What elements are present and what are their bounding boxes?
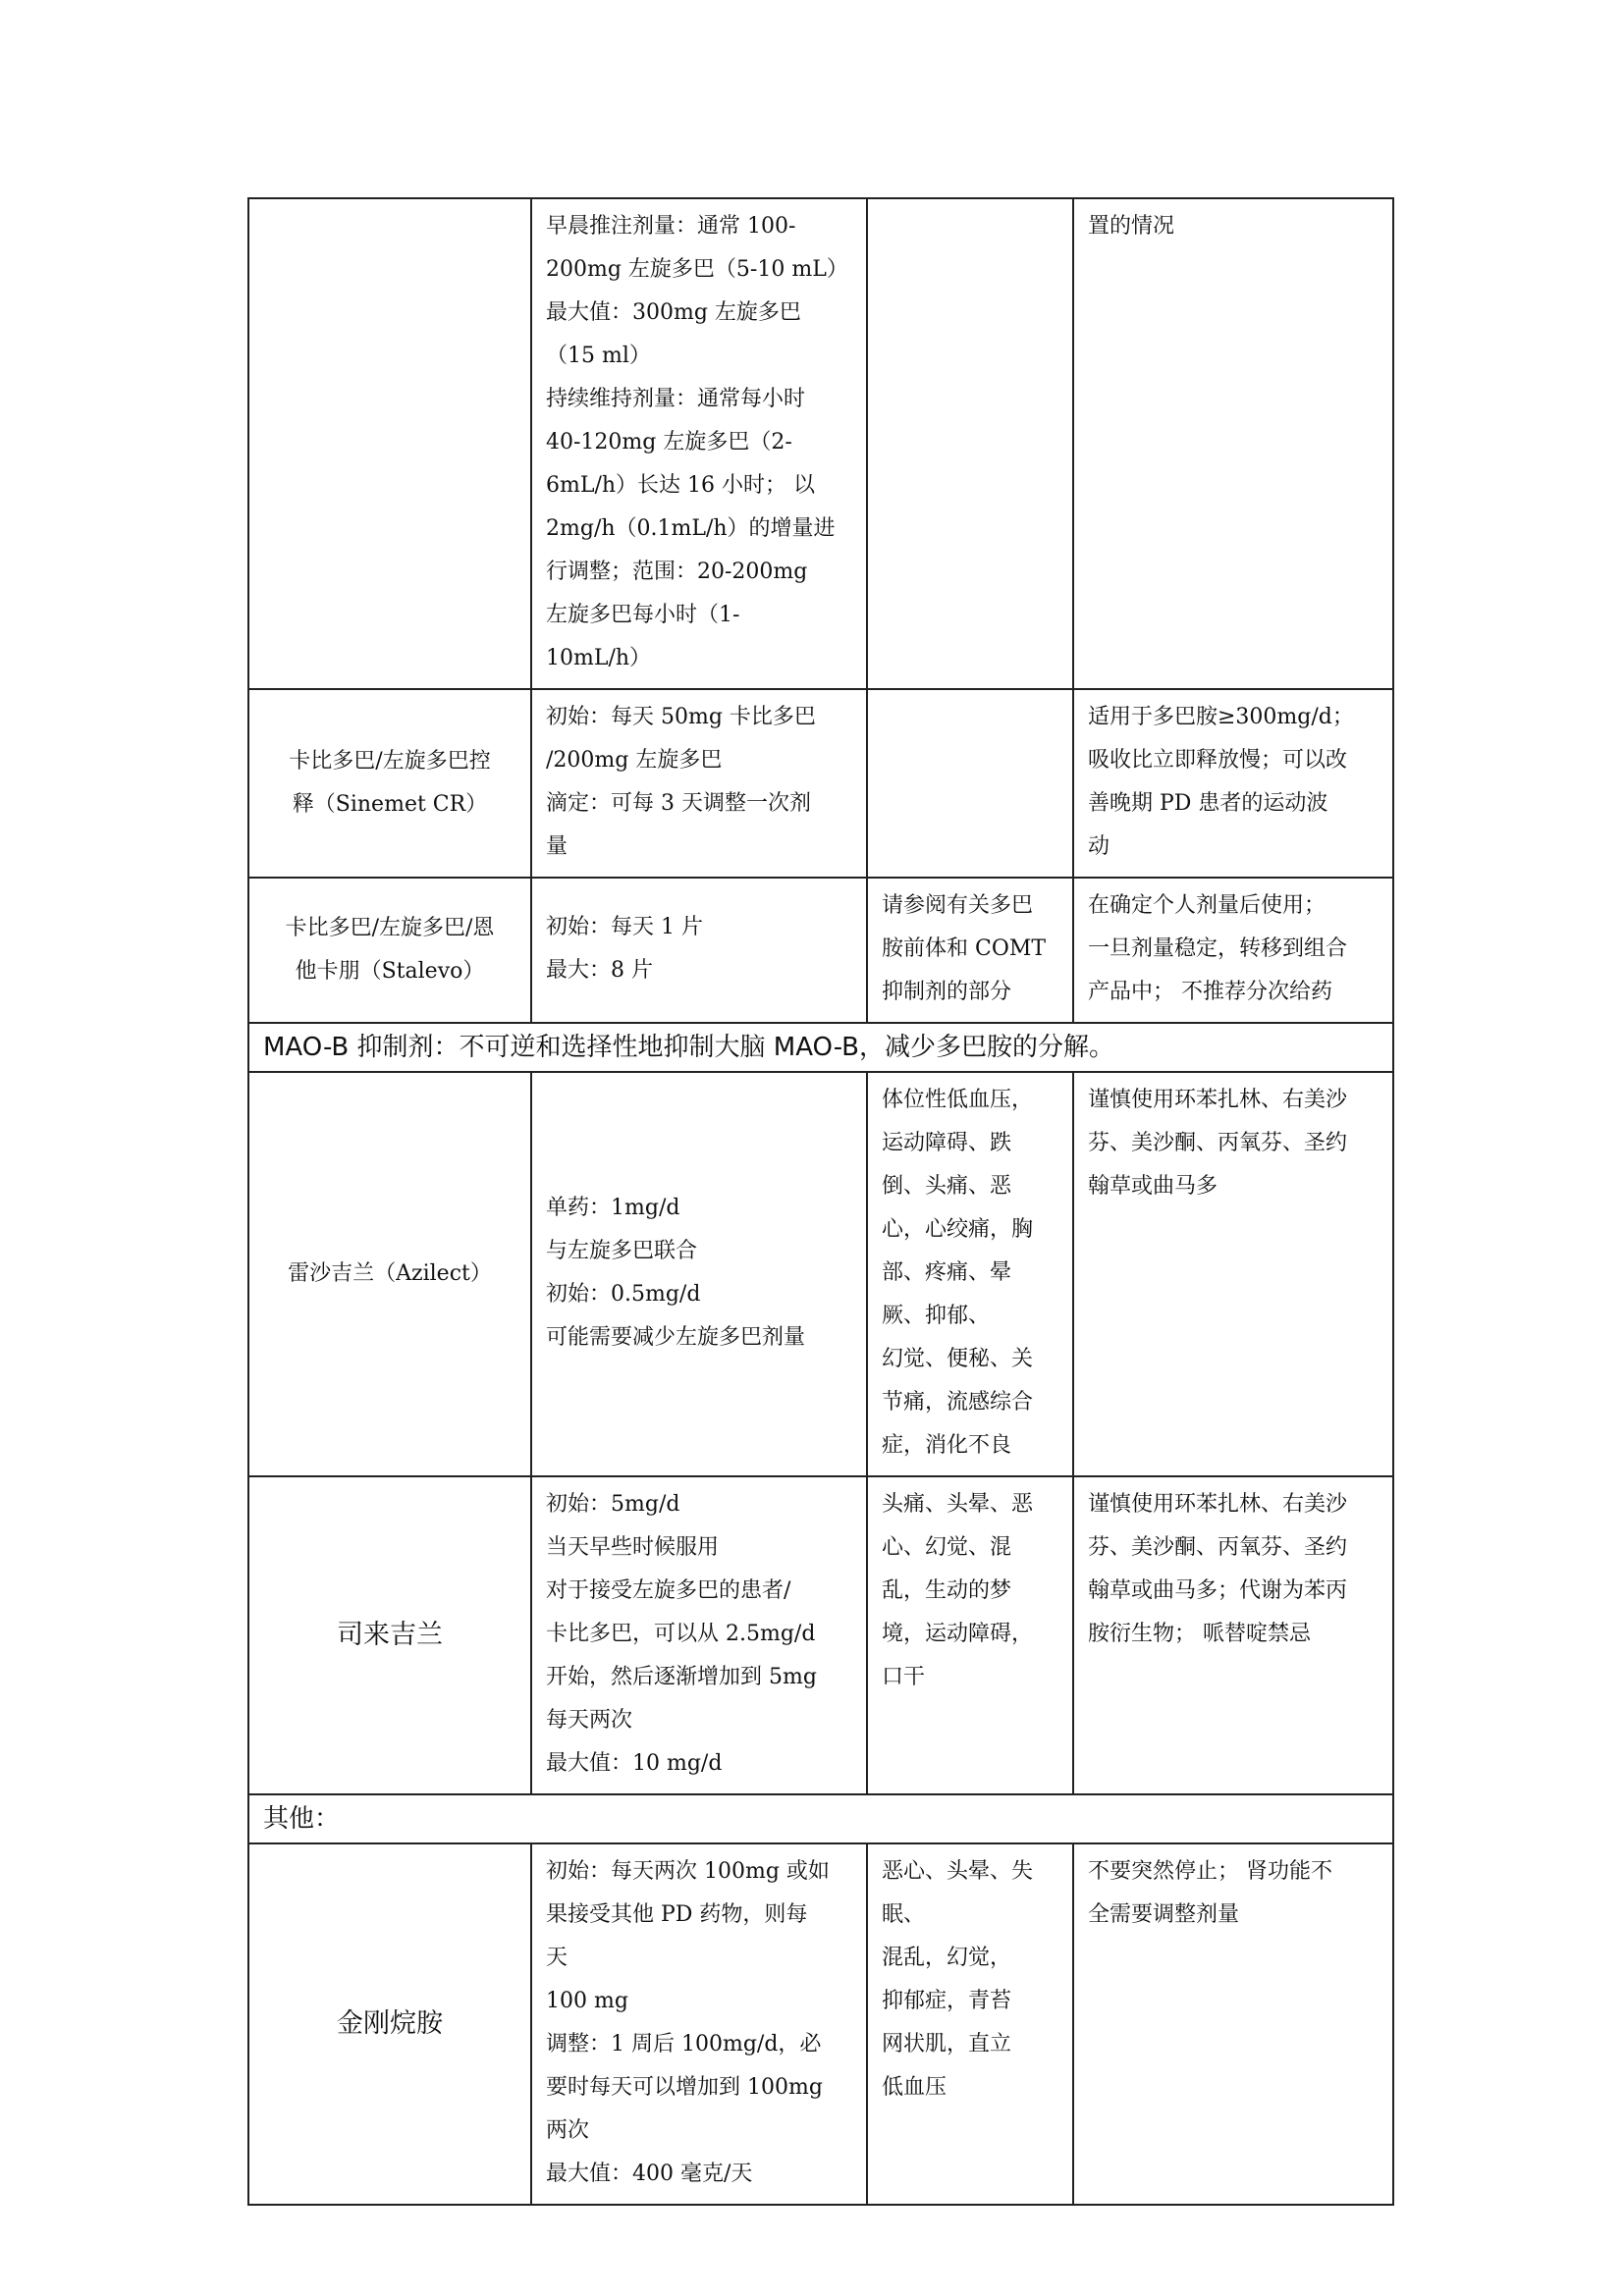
dosage-line: 可能需要减少左旋多巴剂量 xyxy=(546,1325,806,1350)
notes-cell xyxy=(1073,1476,1393,1794)
table-row xyxy=(248,198,1393,689)
dosage-line: 卡比多巴，可以从 2.5mg/d xyxy=(546,1622,816,1646)
table-row xyxy=(248,1843,1393,2205)
dosage-line: 调整：1 周后 100mg/d，必 xyxy=(546,2032,822,2056)
dosage-cell xyxy=(531,1843,867,2205)
dosage-line: /200mg 左旋多巴 xyxy=(546,748,723,773)
dosage-line: 100 mg xyxy=(546,1989,628,2013)
notes-line: 谨慎使用环苯扎林、右美沙 xyxy=(1088,1088,1348,1112)
dosage-cell xyxy=(531,1072,867,1476)
notes-line: 动 xyxy=(1088,834,1110,859)
dosage-line: 行调整；范围：20-200mg xyxy=(546,560,808,584)
dosage-line: 6mL/h）长达 16 小时； 以 xyxy=(546,473,816,498)
drug-name-cell xyxy=(248,1072,531,1476)
dosage-line: 早晨推注剂量：通常 100- xyxy=(546,214,796,239)
dosage-line: 初始：每天 1 片 xyxy=(546,915,703,939)
notes-cell xyxy=(1073,878,1393,1023)
dosage-line: 滴定：可每 3 天调整一次剂 xyxy=(546,791,811,816)
dosage-line: 初始：5mg/d xyxy=(546,1492,680,1517)
section-row xyxy=(248,1794,1393,1843)
dosage-cell xyxy=(531,198,867,689)
side-effect-line: 口干 xyxy=(882,1665,926,1689)
dosage-line: 对于接受左旋多巴的患者/ xyxy=(546,1578,791,1603)
dosage-line: 40-120mg 左旋多巴（2- xyxy=(546,430,792,454)
notes-cell xyxy=(1073,1072,1393,1476)
drug-name-cell xyxy=(248,878,531,1023)
dosage-line: 最大值：300mg 左旋多巴 xyxy=(546,300,801,325)
side-effects-cell xyxy=(867,878,1073,1023)
side-effect-line: 体位性低血压， xyxy=(882,1088,1034,1112)
notes-line: 善晚期 PD 患者的运动波 xyxy=(1088,791,1328,816)
dosage-line: 10mL/h） xyxy=(546,646,652,670)
notes-line: 不要突然停止； 肾功能不 xyxy=(1088,1859,1332,1884)
notes-line: 置的情况 xyxy=(1088,214,1175,239)
dosage-cell xyxy=(531,1476,867,1794)
dosage-line: 两次 xyxy=(546,2118,590,2143)
dosage-cell xyxy=(531,689,867,878)
notes-line: 翰草或曲马多；代谢为苯丙 xyxy=(1088,1578,1348,1603)
dosage-line: 每天两次 xyxy=(546,1708,633,1733)
dosage-line: 天 xyxy=(546,1946,568,1970)
drug-table xyxy=(247,197,1394,2206)
drug-name-line: 司来吉兰 xyxy=(337,1620,443,1650)
side-effects-cell xyxy=(867,1843,1073,2205)
dosage-line: 200mg 左旋多巴（5-10 mL） xyxy=(546,257,848,282)
drug-name-cell xyxy=(248,1843,531,2205)
drug-name-line: 雷沙吉兰（Azilect） xyxy=(288,1261,492,1286)
notes-line: 翰草或曲马多 xyxy=(1088,1174,1218,1199)
notes-cell xyxy=(1073,1843,1393,2205)
dosage-line: 量 xyxy=(546,834,568,859)
table-row xyxy=(248,1072,1393,1476)
side-effect-line: 节痛，流感综合 xyxy=(882,1390,1034,1415)
notes-line: 芬、美沙酮、丙氧芬、圣约 xyxy=(1088,1131,1348,1155)
drug-name-cell xyxy=(248,198,531,689)
side-effect-line: 抑制剂的部分 xyxy=(882,980,1012,1004)
side-effect-line: 乱，生动的梦 xyxy=(882,1578,1012,1603)
dosage-line: 最大值：400 毫克/天 xyxy=(546,2162,753,2186)
side-effect-line: 网状肌，直立 xyxy=(882,2032,1012,2056)
side-effect-line: 请参阅有关多巴 xyxy=(882,893,1034,918)
side-effect-line: 抑郁症，青苔 xyxy=(882,1989,1012,2013)
table-row xyxy=(248,1476,1393,1794)
side-effect-line: 部、疼痛、晕 xyxy=(882,1260,1012,1285)
side-effects-cell xyxy=(867,689,1073,878)
drug-name-line: 释（Sinemet CR） xyxy=(292,792,488,817)
drug-name-line: 金刚烷胺 xyxy=(337,2008,443,2039)
notes-line: 适用于多巴胺≥300mg/d； xyxy=(1088,705,1354,729)
side-effect-line: 眠、 xyxy=(882,1902,926,1927)
dosage-line: 与左旋多巴联合 xyxy=(546,1239,698,1263)
side-effect-line: 心、幻觉、混 xyxy=(882,1535,1012,1560)
section-row xyxy=(248,1023,1393,1072)
side-effect-line: 幻觉、便秘、关 xyxy=(882,1347,1034,1371)
notes-line: 全需要调整剂量 xyxy=(1088,1902,1240,1927)
side-effect-line: 恶心、头晕、失 xyxy=(882,1859,1034,1884)
drug-name-line: 他卡朋（Stalevo） xyxy=(295,959,485,984)
notes-line: 在确定个人剂量后使用； xyxy=(1088,893,1326,918)
side-effect-line: 厥、抑郁、 xyxy=(882,1304,991,1328)
side-effect-line: 运动障碍、跌 xyxy=(882,1131,1012,1155)
drug-name-cell xyxy=(248,689,531,878)
dosage-line: 当天早些时候服用 xyxy=(546,1535,720,1560)
dosage-line: 2mg/h（0.1mL/h）的增量进 xyxy=(546,516,836,541)
dosage-line: 初始：每天 50mg 卡比多巴 xyxy=(546,705,816,729)
dosage-cell xyxy=(531,878,867,1023)
dosage-line: 左旋多巴每小时（1- xyxy=(546,603,740,627)
dosage-line: 要时每天可以增加到 100mg xyxy=(546,2075,823,2100)
dosage-line: 最大值：10 mg/d xyxy=(546,1751,723,1776)
table-row xyxy=(248,878,1393,1023)
dosage-line: 果接受其他 PD 药物，则每 xyxy=(546,1902,808,1927)
dosage-line: 开始，然后逐渐增加到 5mg xyxy=(546,1665,817,1689)
notes-line: 一旦剂量稳定，转移到组合 xyxy=(1088,936,1348,961)
notes-line: 芬、美沙酮、丙氧芬、圣约 xyxy=(1088,1535,1348,1560)
dosage-line: 初始：0.5mg/d xyxy=(546,1282,701,1307)
side-effects-cell xyxy=(867,1072,1073,1476)
notes-line: 产品中； 不推荐分次给药 xyxy=(1088,980,1332,1004)
side-effect-line: 胺前体和 COMT xyxy=(882,936,1047,961)
dosage-line: 持续维持剂量：通常每小时 xyxy=(546,387,806,411)
notes-line: 胺衍生物； 哌替啶禁忌 xyxy=(1088,1622,1311,1646)
side-effects-cell xyxy=(867,1476,1073,1794)
notes-line: 谨慎使用环苯扎林、右美沙 xyxy=(1088,1492,1348,1517)
side-effect-line: 低血压 xyxy=(882,2075,947,2100)
section-heading-maob: MAO-B 抑制剂：不可逆和选择性地抑制大脑 MAO-B，减少多巴胺的分解。 xyxy=(248,1023,1393,1072)
section-heading-other: 其他： xyxy=(248,1794,1393,1843)
drug-name-cell xyxy=(248,1476,531,1794)
drug-name-line: 卡比多巴/左旋多巴/恩 xyxy=(285,916,495,940)
side-effects-cell xyxy=(867,198,1073,689)
dosage-line: 单药：1mg/d xyxy=(546,1196,680,1220)
side-effect-line: 混乱，幻觉， xyxy=(882,1946,1012,1970)
notes-line: 吸收比立即释放慢；可以改 xyxy=(1088,748,1348,773)
side-effect-line: 心，心绞痛，胸 xyxy=(882,1217,1034,1242)
dosage-line: （15 ml） xyxy=(546,344,651,368)
table-row xyxy=(248,689,1393,878)
dosage-line: 最大：8 片 xyxy=(546,958,653,983)
side-effect-line: 症，消化不良 xyxy=(882,1433,1012,1458)
notes-cell xyxy=(1073,689,1393,878)
side-effect-line: 头痛、头晕、恶 xyxy=(882,1492,1034,1517)
side-effect-line: 倒、头痛、恶 xyxy=(882,1174,1012,1199)
dosage-line: 初始：每天两次 100mg 或如 xyxy=(546,1859,830,1884)
side-effect-line: 境，运动障碍， xyxy=(882,1622,1034,1646)
drug-name-line: 卡比多巴/左旋多巴控 xyxy=(289,749,491,774)
notes-cell xyxy=(1073,198,1393,689)
